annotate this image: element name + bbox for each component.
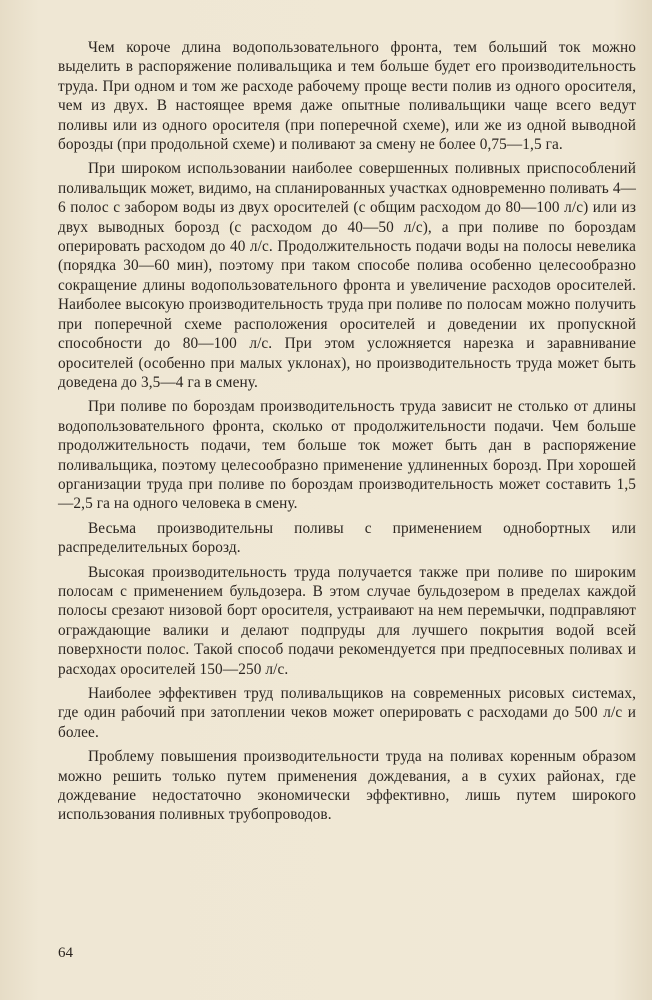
page-number: 64 — [58, 945, 73, 961]
paragraph: Чем короче длина водопользовательного фронта, тем больший ток можно выделить в распоряжение поливальщика и тем больше будет его производительность труда. При одном и том же расходе рабочему проще вести полив из одного оросителя, чем из двух. В настоящее время даже опытные поливальщики чаще всего ведут поливы или из одного оросителя (при поперечной схеме), или же из одной выводной борозды (при продольной схеме) и поливают за смену не более 0,75—1,5 га. — [58, 39, 636, 154]
paragraph: При широком использовании наиболее совершенных поливных приспособлений поливальщик может, видимо, на спланированных участках одновременно поливать 4—6 полос с забором воды из двух оросителей (с общим расходом до 80—100 л/с) или из двух выводных борозд (с расходом до 40—50 л/с), а при поливе по бороздам оперировать расходом до 40 л/с. Продолжительность подачи воды на полосы невелика (порядка 30—60 мин), поэтому при таком способе полива особенно целесообразно сокращение длины водопользовательного фронта и увеличение расходов оросителей. Наиболее высокую производительность труда при поливе по полосам можно получить при поперечной схеме расположения оросителей и доведении их пропускной способности до 80—100 л/с. При этом усложняется нарезка и заравнивание оросителей (особенно при малых уклонах), но производительность труда может быть доведена до 3,5—4 га в смену. — [58, 160, 636, 391]
paragraph: Наиболее эффективен труд поливальщиков на современных рисовых системах, где один рабочий при затоплении чеков может оперировать с расходами до 500 л/с и более. — [58, 685, 636, 741]
paragraph: Высокая производительность труда получается также при поливе по широким полосам с применением бульдозера. В этом случае бульдозером в пределах каждой полосы срезают низовой борт оросителя, устраивают на нем перемычки, подправляют ограждающие валики и делают подпруды для лучшего покрытия водой всей поверхности полос. Такой способ подачи рекомендуется при предпосевных поливах и расходах оросителей 150—250 л/с. — [58, 563, 636, 678]
body-text — [58, 38, 636, 830]
paragraph: Проблему повышения производительности труда на поливах коренным образом можно решить только путем применения дождевания, а в сухих районах, где дождевание недостаточно экономически эффективно, лишь путем широкого использования поливных трубопроводов. — [58, 748, 636, 824]
paragraph: При поливе по бороздам производительность труда зависит не столько от длины водопользовательного фронта, сколько от продолжительности подачи. Чем больше продолжительность подачи, тем больше ток может быть дан в распоряжение поливальщика, поэтому целесообразно применение удлиненных борозд. При хорошей организации труда при поливе по бороздам производительность может составить 1,5—2,5 га на одного человека в смену. — [58, 398, 636, 513]
paragraph: Весьма производительны поливы с применением однобортных или распределительных борозд. — [58, 519, 636, 557]
